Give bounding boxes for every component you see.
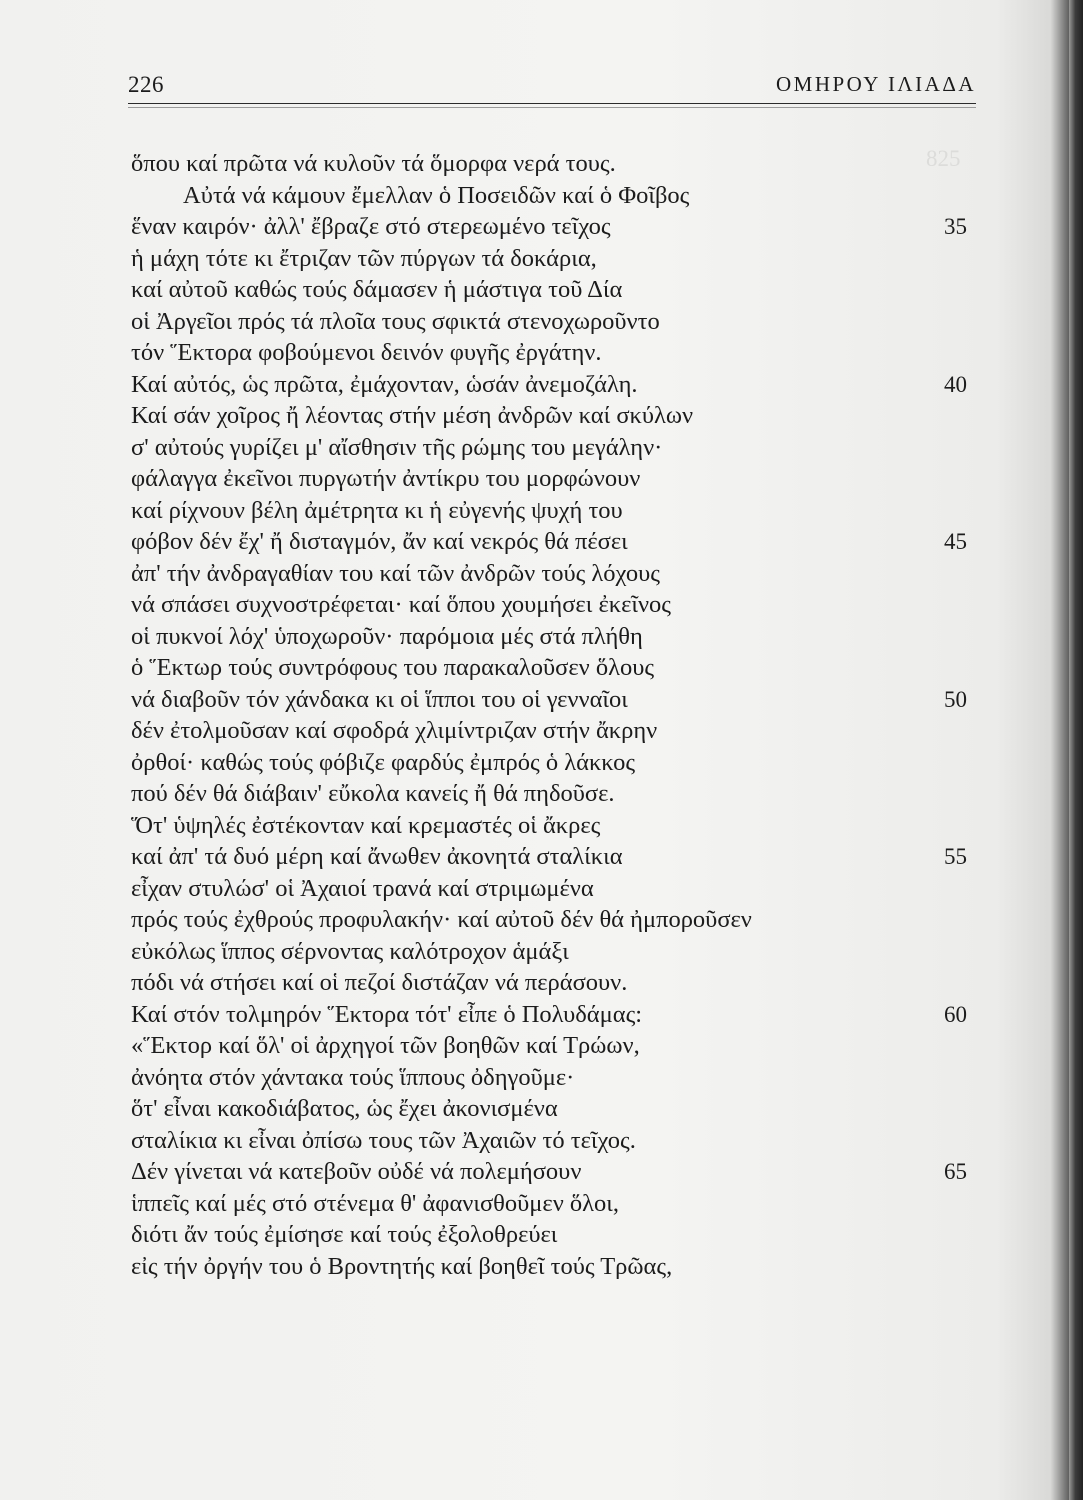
verse-text: ὅπου καί πρῶτα νά κυλοῦν τά ὅμορφα νερά τους. xyxy=(131,150,616,177)
verse-text: Καί σάν χοῖρος ἤ λέοντας στήν μέση ἀνδρῶν καί σκύλων xyxy=(131,402,694,429)
verse-text: Αὐτά νά κάμουν ἔμελλαν ὁ Ποσειδῶν καί ὁ Φοῖβος xyxy=(183,181,690,209)
verse-line xyxy=(0,526,1083,558)
verse-text: εἶχαν στυλώσ' οἱ Ἀχαιοί τρανά καί στριμωμένα xyxy=(131,874,594,902)
verse-text: φάλαγγα ἐκεῖνοι πυργωτήν ἀντίκρυ του μορφώνουν xyxy=(131,465,641,492)
verse-line xyxy=(0,999,1083,1031)
verse-text: ὁ Ἕκτωρ τούς συντρόφους του παρακαλοῦσεν ὅλους xyxy=(131,654,655,681)
verse-line xyxy=(0,1093,1083,1125)
verse-line xyxy=(0,1030,1083,1062)
verse-line-number: 55 xyxy=(944,844,967,869)
verse-text: Δέν γίνεται νά κατεβοῦν οὐδέ νά πολεμήσουν xyxy=(131,1158,582,1185)
verse-text: σταλίκια κι εἶναι ὀπίσω τους τῶν Ἀχαιῶν τό τεῖχος. xyxy=(131,1126,636,1154)
verse-text: καί αὐτοῦ καθώς τούς δάμασεν ἡ μάστιγα τοῦ Δία xyxy=(131,276,623,303)
verse-text: εὐκόλως ἵππος σέρνοντας καλότροχον ἁμάξι xyxy=(131,937,569,965)
verse-line xyxy=(0,841,1083,873)
verse-text: πού δέν θά διάβαιν' εὔκολα κανείς ἤ θά πηδοῦσε. xyxy=(131,780,615,807)
verse-line-number: 65 xyxy=(944,1159,967,1184)
verse-text: οἱ πυκνοί λόχ' ὑποχωροῦν· παρόμοια μές στά πλήθη xyxy=(131,622,643,650)
verse-text: δέν ἐτολμοῦσαν καί σφοδρά χλιμίντριζαν στήν ἄκρην xyxy=(131,717,658,744)
verse-line xyxy=(0,1156,1083,1188)
verse-text: Καί αὐτός, ὡς πρῶτα, ἐμάχονταν, ὡσάν ἀνεμοζάλη. xyxy=(131,370,638,398)
verse-text: ὀρθοί· καθώς τούς φόβιζε φαρδύς ἐμπρός ὁ λάκκος xyxy=(131,748,636,776)
verse-line xyxy=(0,306,1083,338)
verse-line xyxy=(0,810,1083,842)
verse-line xyxy=(0,873,1083,905)
verse-line xyxy=(0,747,1083,779)
verse-text: Καί στόν τολμηρόν Ἕκτορα τότ' εἶπε ὁ Πολυδάμας: xyxy=(131,1000,643,1028)
verse-line xyxy=(0,432,1083,464)
verse-text: νά διαβοῦν τόν χάνδακα κι οἱ ἵπποι του οἱ γενναῖοι xyxy=(131,685,628,713)
verse-line xyxy=(0,936,1083,968)
verse-line xyxy=(0,400,1083,432)
verse-line xyxy=(0,243,1083,275)
verse-text: εἰς τήν ὀργήν του ὁ Βροντητής καί βοηθεῖ τούς Τρῶας, xyxy=(131,1252,673,1280)
verse-line-number: 40 xyxy=(944,371,967,397)
verse-line xyxy=(0,463,1083,495)
verse-line-number: 45 xyxy=(944,529,967,554)
verse-text: τόν Ἕκτορα φοβούμενοι δεινόν φυγῆς ἐργάτην. xyxy=(131,339,602,366)
verse-line xyxy=(0,211,1083,243)
verse-line xyxy=(0,148,1083,180)
verse-line xyxy=(0,558,1083,590)
verse-text: ἱππεῖς καί μές στό στένεμα θ' ἀφανισθοῦμεν ὅλοι, xyxy=(131,1189,620,1217)
verse-line xyxy=(0,715,1083,747)
verse-line xyxy=(0,369,1083,401)
verse-line xyxy=(0,337,1083,369)
verse-text: φόβον δέν ἔχ' ἤ δισταγμόν, ἄν καί νεκρός θά πέσει xyxy=(131,528,628,555)
running-title: ΟΜΗΡΟΥ ΙΛΙΑΔΑ xyxy=(776,72,976,96)
verse-line xyxy=(0,274,1083,306)
verse-text: σ' αὐτούς γυρίζει μ' αἴσθησιν τῆς ρώμης του μεγάλην· xyxy=(131,433,663,461)
verse-line-number: 35 xyxy=(944,214,967,239)
verse-text: καί ἀπ' τά δυό μέρη καί ἄνωθεν ἀκονητά σταλίκια xyxy=(131,843,623,870)
bleed-through-line-number: 825 xyxy=(926,146,961,171)
verse-text: ἕναν καιρόν· ἀλλ' ἔβραζε στό στερεωμένο τεῖχος xyxy=(131,213,611,240)
verse-line xyxy=(0,778,1083,810)
verse-line xyxy=(0,1125,1083,1157)
verse-text: διότι ἄν τούς ἐμίσησε καί τούς ἐξολοθρεύει xyxy=(131,1221,558,1248)
verse-text: ἡ μάχη τότε κι ἔτριζαν τῶν πύργων τά δοκάρια, xyxy=(131,244,597,272)
verse-line xyxy=(0,1188,1083,1220)
verse-line xyxy=(0,1219,1083,1251)
verse-text: ἀπ' τήν ἀνδραγαθίαν του καί τῶν ἀνδρῶν τούς λόχους xyxy=(131,559,660,587)
page-number: 226 xyxy=(128,72,164,97)
verse-text: νά σπάσει συχνοστρέφεται· καί ὅπου χουμήσει ἐκεῖνος xyxy=(131,591,671,618)
verse-text: ἀνόητα στόν χάντακα τούς ἵππους ὀδηγοῦμε· xyxy=(131,1063,575,1091)
verse-line-number: 60 xyxy=(944,1001,967,1027)
verse-line xyxy=(0,967,1083,999)
verse-line xyxy=(0,1062,1083,1094)
verse-text: «Ἕκτορ καί ὅλ' οἱ ἀρχηγοί τῶν βοηθῶν καί Τρώων, xyxy=(131,1032,640,1059)
verse-text: ὅτ' εἶναι κακοδιάβατος, ὡς ἔχει ἀκονισμένα xyxy=(131,1095,558,1122)
verse-line xyxy=(0,589,1083,621)
verse-line xyxy=(0,1251,1083,1283)
verse-line xyxy=(0,684,1083,716)
verse-line xyxy=(0,621,1083,653)
verse-text: πρός τούς ἐχθρούς προφυλακήν· καί αὐτοῦ δέν θά ἠμποροῦσεν xyxy=(131,906,752,933)
verse-line-number: 50 xyxy=(944,686,967,712)
verse-text: πόδι νά στήσει καί οἱ πεζοί διστάζαν νά περάσουν. xyxy=(131,969,628,996)
verse-text: οἱ Ἀργεῖοι πρός τά πλοῖα τους σφικτά στενοχωροῦντο xyxy=(131,307,660,335)
verse-line xyxy=(0,904,1083,936)
verse-line xyxy=(0,180,1083,212)
verse-line xyxy=(0,652,1083,684)
verse-line xyxy=(0,495,1083,527)
verse-text: καί ρίχνουν βέλη ἀμέτρητα κι ἡ εὐγενής ψυχή του xyxy=(131,496,623,524)
verse-text: Ὅτ' ὑψηλές ἐστέκονταν καί κρεμαστές οἱ ἄκρες xyxy=(131,811,601,839)
